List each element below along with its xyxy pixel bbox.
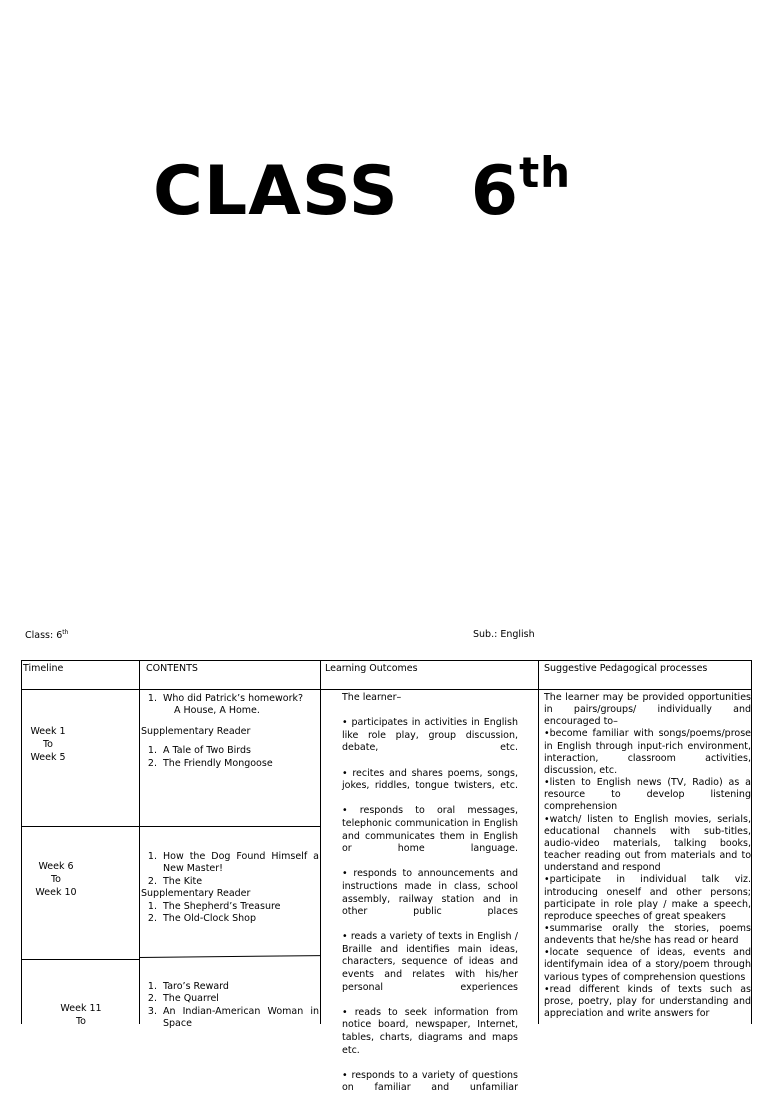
- timeline-start: Week 11: [60, 1003, 102, 1014]
- pedagogy-paragraph: •read different kinds of texts such as prose, poetry, play for understanding and appreciation and write answers for: [544, 983, 751, 1020]
- list-item: [141, 758, 319, 770]
- pedagogy-paragraph: •summarise orally the stories, poems andevents that he/she has read or heard: [544, 922, 751, 947]
- outcome-paragraph: • reads to seek information from notice board, newspaper, Internet, tables, charts, diagrams and maps etc.: [342, 1006, 518, 1056]
- supplementary-reader-label: Supplementary Reader: [141, 888, 251, 900]
- list-item: [141, 876, 319, 888]
- outcome-paragraph: The learner–: [342, 692, 402, 703]
- contents-block-3: [141, 981, 319, 1031]
- row-divider-2-contents: [139, 955, 320, 958]
- header-bottom-border: [21, 689, 752, 690]
- list-item: [141, 993, 319, 1005]
- contents-list: [141, 851, 319, 888]
- table-right-border: [751, 660, 752, 1024]
- header-pedagogy: Suggestive Pedagogical processes: [544, 663, 708, 674]
- supplementary-reader-label: Supplementary Reader: [141, 725, 251, 737]
- list-item: [141, 981, 319, 993]
- column-divider-3: [538, 660, 539, 1024]
- contents-list: [141, 693, 319, 705]
- cover-title: [153, 148, 572, 231]
- item-number: 2.: [147, 757, 157, 769]
- timeline-to: To: [75, 1016, 86, 1027]
- pedagogy-paragraph: •locate sequence of ideas, events and identifymain idea of a story/poem through various types of comprehension questions: [544, 947, 751, 983]
- item-text: How the Dog Found Himself a New Master!: [163, 851, 319, 875]
- list-item: [141, 913, 319, 925]
- item-number: 1.: [147, 693, 157, 704]
- timeline-to: To: [50, 874, 61, 885]
- cover-title-number: [470, 148, 572, 231]
- header-timeline: Timeline: [23, 663, 64, 674]
- cover-title-word: CLASS: [153, 152, 399, 231]
- timeline-to: To: [42, 739, 53, 750]
- outcome-paragraph: • responds to a variety of questions on familiar and unfamiliar: [342, 1069, 518, 1094]
- cover-number-suffix: th: [519, 148, 572, 197]
- pedagogy-paragraph: •become familiar with songs/poems/prose in English through input-rich environment, interaction, classroom activities, discussion, etc.: [544, 728, 751, 776]
- contents-block-1: [141, 693, 319, 770]
- table-left-border: [21, 660, 22, 1024]
- timeline-block-1: [28, 725, 68, 764]
- list-item: [141, 851, 319, 876]
- pedagogy-paragraph: •listen to English news (TV, Radio) as a resource to develop listening comprehension: [544, 777, 751, 813]
- item-number: 1.: [147, 900, 157, 912]
- item-text: Who did Patrick’s homework?: [163, 693, 304, 704]
- item-number: 2.: [147, 913, 157, 925]
- pedagogy-paragraph: The learner may be provided opportunities in pairs/groups/ individually and encouraged to–: [544, 692, 751, 728]
- row-divider-2: [21, 959, 139, 960]
- timeline-end: Week 5: [30, 752, 66, 763]
- timeline-start: Week 6: [38, 861, 74, 872]
- timeline-block-3: [56, 1002, 106, 1028]
- row-divider-1: [21, 826, 320, 827]
- pedagogy-paragraph: •watch/ listen to English movies, serials, educational channels with sub-titles, audio-video materials, talking books, teacher reading out from materials and to understand and respond: [544, 813, 751, 874]
- contents-block-2: [141, 851, 319, 925]
- class-label-suffix: th: [62, 629, 69, 636]
- pedagogy-text: [544, 692, 751, 1020]
- pedagogy-paragraph: •participate in individual talk viz. introducing oneself and other persons; participate in role play / make a speech, reproduce speeches of great speakers: [544, 874, 751, 922]
- item-text: The Friendly Mongoose: [163, 757, 273, 769]
- item-text: The Old-Clock Shop: [163, 913, 256, 925]
- class-label-text: Class: 6: [25, 630, 63, 642]
- cover-number: 6: [470, 152, 520, 231]
- learning-outcomes-text: [342, 692, 518, 1108]
- column-divider-2: [320, 660, 321, 1024]
- list-item: [141, 1006, 319, 1031]
- outcome-paragraph: • reads a variety of texts in English / Braille and identifies main ideas, characters, sequence of ideas and events and relates with his/her personal experiences: [342, 931, 518, 993]
- item-text: A Tale of Two Birds: [163, 745, 251, 757]
- outcome-paragraph: • responds to oral messages, telephonic communication in English and communicates them in English or home language.: [342, 805, 518, 855]
- column-divider-1: [139, 660, 140, 1024]
- list-item: [141, 693, 319, 705]
- list-item: [141, 745, 319, 757]
- supplementary-list: [141, 745, 319, 770]
- item-text: An Indian-American Woman in Space: [163, 1005, 319, 1030]
- outcome-paragraph: • participates in activities in English like role play, group discussion, debate, etc.: [342, 717, 518, 754]
- supplementary-list: [141, 901, 319, 926]
- item-number: 3.: [147, 1005, 157, 1017]
- subject-label: Sub.: English: [473, 629, 535, 640]
- contents-list: [141, 981, 319, 1031]
- list-item-continuation: A House, A Home.: [174, 705, 260, 717]
- timeline-start: Week 1: [30, 726, 66, 737]
- timeline-end: Week 10: [35, 887, 77, 898]
- item-number: 1.: [147, 981, 157, 992]
- outcome-paragraph: • recites and shares poems, songs, jokes, riddles, tongue twisters, etc.: [342, 767, 518, 792]
- list-item: [141, 901, 319, 913]
- outcome-paragraph: • responds to announcements and instructions made in class, school assembly, railway station and in other public places: [342, 868, 518, 918]
- timeline-block-2: [32, 860, 80, 899]
- item-number: 1.: [147, 745, 157, 757]
- item-text: The Shepherd’s Treasure: [163, 900, 281, 912]
- class-label: [25, 629, 68, 641]
- item-text: Taro’s Reward: [163, 981, 229, 992]
- item-text: The Kite: [163, 875, 203, 887]
- header-learning-outcomes: Learning Outcomes: [325, 663, 418, 674]
- item-number: 1.: [147, 851, 157, 862]
- header-contents: CONTENTS: [146, 663, 198, 674]
- item-text: The Quarrel: [163, 993, 219, 1005]
- item-number: 2.: [147, 993, 157, 1005]
- table-top-border: [21, 660, 752, 661]
- item-number: 2.: [147, 875, 157, 887]
